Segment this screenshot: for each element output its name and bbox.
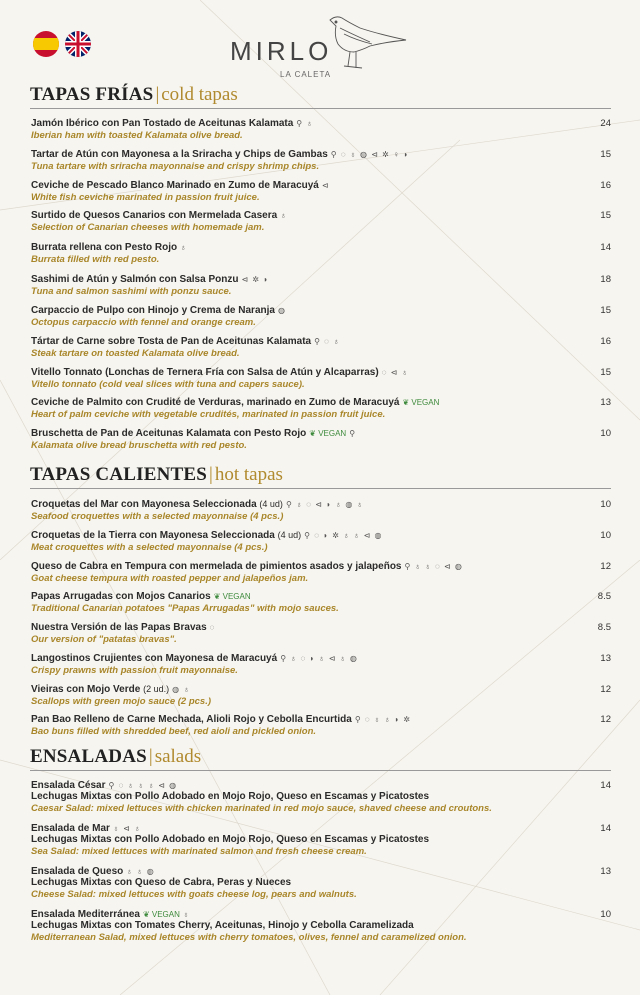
restaurant-logo <box>230 14 420 84</box>
item-description: Our version of "patatas bravas". <box>31 634 177 645</box>
section-title-en: hot tapas <box>214 464 283 485</box>
item-description: Cheese Salad: mixed lettuces with goats cheese log, pears and walnuts. <box>31 889 357 900</box>
item-description: Heart of palm ceviche with vegetable crudités, marinated in passion fruit juice. <box>31 409 386 420</box>
allergen-icons: ◌ ⊲ ♁ <box>381 368 409 377</box>
item-subtitle: Lechugas Mixtas con Pollo Adobado en Mojo Rojo, Queso en Escamas y Picatostes <box>31 791 430 802</box>
item-description: Steak tartare on toasted Kalamata olive bread. <box>31 348 240 359</box>
item-description: Tuna tartare with sriracha mayonnaise and crispy shrimp chips. <box>31 161 320 172</box>
item-description: Traditional Canarian potatoes "Papas Arrugadas" with mojo sauces. <box>31 603 339 614</box>
item-description: Vitello tonnato (cold veal slices with tuna and capers sauce). <box>31 379 305 390</box>
item-name: Ensalada Mediterránea <box>31 909 140 920</box>
item-description: Seafood croquettes with a selected mayonnaise (4 pcs.) <box>31 511 284 522</box>
item-description: White fish ceviche marinated in passion fruit juice. <box>31 192 260 203</box>
item-name: Sashimi de Atún y Salmón con Salsa Ponzu <box>31 274 239 285</box>
item-description: Meat croquettes with a selected mayonnaise (4 pcs.) <box>31 542 268 553</box>
menu-item <box>31 684 611 707</box>
item-name: Langostinos Crujientes con Mayonesa de Maracuyá <box>31 653 278 664</box>
item-price: 15 <box>600 305 611 316</box>
item-price: 16 <box>600 336 611 347</box>
section-title-es: TAPAS FRÍAS <box>30 84 154 105</box>
item-price: 15 <box>600 367 611 378</box>
item-name: Surtido de Quesos Canarios con Mermelada Casera <box>31 210 278 221</box>
item-price: 12 <box>600 684 611 695</box>
section-title-en: cold tapas <box>161 84 238 105</box>
item-price: 15 <box>600 149 611 160</box>
item-price: 13 <box>600 866 611 877</box>
item-name: Queso de Cabra en Tempura con mermelada de pimientos asados y jalapeños <box>31 561 402 572</box>
item-price: 8.5 <box>597 591 611 602</box>
item-name: Burrata rellena con Pesto Rojo <box>31 242 178 253</box>
allergen-icons: ♁ ⊲ ♁ <box>112 824 142 833</box>
item-subtitle: Lechugas Mixtas con Pollo Adobado en Mojo Rojo, Queso en Escamas y Picatostes <box>31 834 430 845</box>
item-description: Selection of Canarian cheeses with homemade jam. <box>31 222 265 233</box>
item-name: Vitello Tonnato (Lonchas de Ternera Fría con Salsa de Atún y Alcaparras) <box>31 367 379 378</box>
menu-item <box>31 118 611 141</box>
section-title-en: salads <box>154 746 202 767</box>
item-price: 10 <box>600 499 611 510</box>
section-cold-tapas-header <box>30 84 611 109</box>
item-price: 10 <box>600 530 611 541</box>
language-selector <box>33 31 91 57</box>
menu-item <box>31 274 611 297</box>
allergen-icons: ♁ <box>280 211 288 220</box>
menu-item <box>31 367 611 390</box>
menu-item <box>31 653 611 676</box>
allergen-icons: ◍ <box>277 306 286 315</box>
item-name: Croquetas de la Tierra con Mayonesa Seleccionada <box>31 530 275 541</box>
vegan-badge: ❦ VEGAN <box>142 910 180 919</box>
menu-item <box>31 499 611 522</box>
item-description: Octopus carpaccio with fennel and orange cream. <box>31 317 256 328</box>
section-title-separator: | <box>155 84 160 105</box>
vegan-badge: ❦ VEGAN <box>309 429 347 438</box>
item-price: 8.5 <box>597 622 611 633</box>
menu-item <box>31 305 611 328</box>
item-name: Ceviche de Palmito con Crudité de Verduras, marinado en Zumo de Maracuyá <box>31 397 400 408</box>
menu-item <box>31 336 611 359</box>
allergen-icons: ♁ ♁ ◍ <box>126 867 155 876</box>
menu-item <box>31 210 611 233</box>
section-title-es: ENSALADAS <box>30 746 147 767</box>
item-description: Kalamata olive bread bruschetta with red pesto. <box>31 440 247 451</box>
item-quantity: (4 ud) <box>277 530 302 540</box>
item-name: Nuestra Versión de las Papas Bravas <box>31 622 207 633</box>
leaf-icon: ❦ <box>309 429 316 438</box>
vegan-badge: ❦ VEGAN <box>213 592 251 601</box>
leaf-icon: ❦ <box>142 910 150 919</box>
item-subtitle: Lechugas Mixtas con Queso de Cabra, Peras y Nueces <box>31 877 292 888</box>
item-price: 12 <box>600 561 611 572</box>
item-name: Ceviche de Pescado Blanco Marinado en Zumo de Maracuyá <box>31 180 319 191</box>
logo-name: MIRLO <box>230 36 333 66</box>
allergen-icons: ◌ <box>209 623 216 632</box>
item-price: 14 <box>600 242 611 253</box>
leaf-icon: ❦ <box>213 592 221 601</box>
allergen-icons: ⚲ ♁ ◌ ⊲ ◗ ♁ ◍ ♁ <box>285 500 364 509</box>
item-name: Ensalada de Mar <box>31 823 110 834</box>
item-price: 10 <box>600 428 611 439</box>
allergen-icons: ⊲ ✲ ◗ <box>241 275 270 284</box>
allergen-icons: ⊲ <box>321 181 330 190</box>
allergen-icons: ⚲ <box>349 429 357 438</box>
leaf-icon: ❦ <box>402 398 410 407</box>
item-price: 15 <box>600 210 611 221</box>
menu-item <box>31 397 611 420</box>
item-name: Carpaccio de Pulpo con Hinojo y Crema de Naranja <box>31 305 275 316</box>
item-price: 14 <box>600 780 611 791</box>
item-price: 10 <box>600 909 611 920</box>
item-price: 14 <box>600 823 611 834</box>
allergen-icons: ⚲ ♁ <box>296 119 314 128</box>
item-description: Iberian ham with toasted Kalamata olive bread. <box>31 130 243 141</box>
allergen-icons: ⚲ ♁ ♁ ◌ ⊲ ◍ <box>404 562 463 571</box>
allergen-icons: ◍ ♁ <box>172 685 191 694</box>
item-name: Croquetas del Mar con Mayonesa Seleccionada <box>31 499 257 510</box>
item-description: Bao buns filled with shredded beef, red aioli and pickled onion. <box>31 726 317 737</box>
item-description: Sea Salad: mixed lettuces with marinated salmon and fresh cheese cream. <box>31 846 367 857</box>
item-description: Scallops with green mojo sauce (2 pcs.) <box>31 696 212 707</box>
item-description: Caesar Salad: mixed lettuces with chicken marinated in red mojo sauce, shaved cheese and croutons. <box>31 803 492 814</box>
item-description: Mediterranean Salad, mixed lettuces with cherry tomatoes, olives, fennel and caramelized onion. <box>31 932 467 943</box>
item-subtitle: Lechugas Mixtas con Tomates Cherry, Aceitunas, Hinojo y Cebolla Caramelizada <box>31 920 414 931</box>
vegan-badge: ❦ VEGAN <box>402 398 440 407</box>
menu-item <box>31 428 611 451</box>
section-salads-header <box>30 746 611 771</box>
item-name: Tartar de Atún con Mayonesa a la Sriracha y Chips de Gambas <box>31 149 328 160</box>
allergen-icons: ⚲ ◌ ♁ <box>314 337 341 346</box>
british-flag-icon[interactable] <box>65 31 91 57</box>
item-name: Papas Arrugadas con Mojos Canarios <box>31 591 211 602</box>
allergen-icons: ⚲ ◌ ♁ ♁ ◗ ✲ <box>354 715 412 724</box>
menu-item <box>31 180 611 203</box>
bird-icon <box>326 14 410 72</box>
item-description: Burrata filled with red pesto. <box>31 254 160 265</box>
item-name: Ensalada César <box>31 780 106 791</box>
spanish-flag-icon[interactable] <box>33 31 59 57</box>
section-title-separator: | <box>209 464 213 485</box>
item-price: 24 <box>600 118 611 129</box>
allergen-icons: ⚲ ◌ ◗ ✲ ♁ ♁ ⊲ ◍ <box>304 531 383 540</box>
item-description: Goat cheese tempura with roasted pepper and jalapeños jam. <box>31 573 309 584</box>
section-title-separator: | <box>148 746 153 767</box>
menu-item <box>31 591 611 614</box>
allergen-icons: ⚲ ◌ ♁ ◍ ⊲ ✲ ♀ ◗ <box>330 150 410 159</box>
item-name: Bruschetta de Pan de Aceitunas Kalamata con Pesto Rojo <box>31 428 307 439</box>
allergen-icons: ⚲ ◌ ♁ ♁ ♁ ⊲ ◍ <box>108 781 178 790</box>
section-title-es: TAPAS CALIENTES <box>30 464 208 485</box>
section-hot-tapas-header <box>30 464 611 489</box>
allergen-icons: ♁ <box>180 243 188 252</box>
menu-item <box>31 714 611 737</box>
menu-item <box>31 622 611 645</box>
item-price: 13 <box>600 397 611 408</box>
menu-item <box>31 149 611 172</box>
item-name: Tártar de Carne sobre Tosta de Pan de Aceitunas Kalamata <box>31 336 312 347</box>
item-price: 18 <box>600 274 611 285</box>
menu-item <box>31 823 611 857</box>
menu-item <box>31 866 611 900</box>
menu-item <box>31 530 611 553</box>
item-name: Pan Bao Relleno de Carne Mechada, Alioli Rojo y Cebolla Encurtida <box>31 714 352 725</box>
allergen-icons: ♁ <box>182 910 190 919</box>
item-price: 12 <box>600 714 611 725</box>
item-name: Ensalada de Queso <box>31 866 124 877</box>
menu-item <box>31 242 611 265</box>
item-quantity: (2 ud.) <box>143 684 170 694</box>
menu-item <box>31 561 611 584</box>
item-description: Tuna and salmon sashimi with ponzu sauce. <box>31 286 232 297</box>
item-name: Vieiras con Mojo Verde <box>31 684 141 695</box>
allergen-icons: ⚲ ♁ ◌ ◗ ♁ ⊲ ♁ ◍ <box>280 654 358 663</box>
item-quantity: (4 ud) <box>259 499 283 509</box>
logo-subtitle: LA CALETA <box>280 70 332 79</box>
menu-item <box>31 909 611 943</box>
item-name: Jamón Ibérico con Pan Tostado de Aceitunas Kalamata <box>31 118 294 129</box>
item-description: Crispy prawns with passion fruit mayonnaise. <box>31 665 238 676</box>
item-price: 13 <box>600 653 611 664</box>
menu-item <box>31 780 611 814</box>
item-price: 16 <box>600 180 611 191</box>
